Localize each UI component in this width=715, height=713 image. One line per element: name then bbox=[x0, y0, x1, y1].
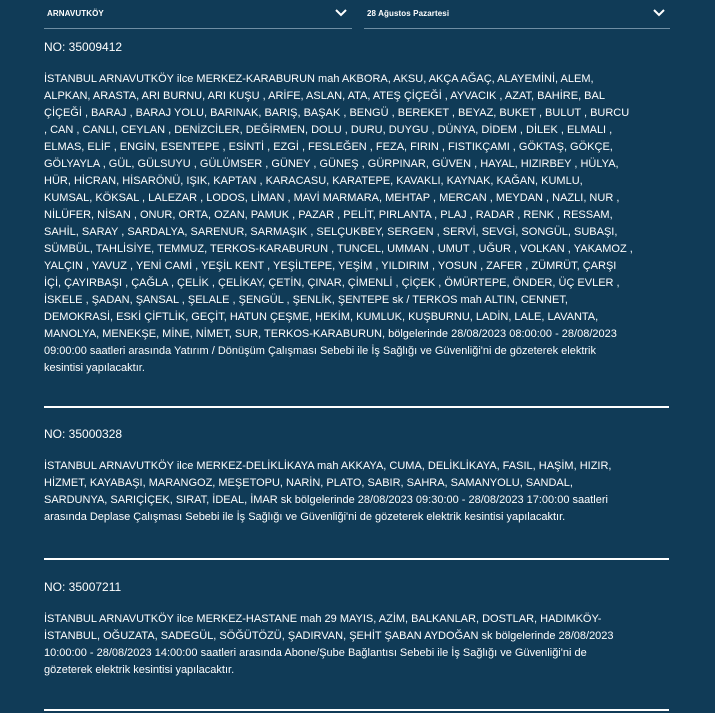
chevron-down-icon bbox=[334, 6, 348, 20]
divider bbox=[44, 709, 669, 711]
notice-text: İSTANBUL ARNAVUTKÖY ilce MERKEZ-KARABURUN mah AKBORA, AKSU, AKÇA AĞAÇ, ALAYEMİNİ, ALEM, ALPKAN, ARASTA, ARI BURNU, ARI KUŞU , ARİFE, ASLAN, ATA, ATEŞ ÇİÇEĞİ , AYVACIK , AZAT, BAHİRE, BAL ÇİÇEĞİ , BARAJ , BARAJ YOLU, BARINAK, BARIŞ, BAŞAK , BENGÜ , BEREKET , BEYAZ, BUKET , BULUT , BURCU , CAN , CANLI, CEYLAN , DENİZCİLER, DEĞİRMEN, DOLU , DURU, DUYGU , DÜNYA, DİDEM , DİLEK , ELMALI , ELMAS, ELİF , ENGİN, ESENTEPE , ESİNTİ , EZGİ , FESLEĞEN , FEZA, FIRIN , FISTIKÇAMI , GÖKTAŞ, GÖKÇE, GÖLYAYLA , GÜL, GÜLSUYU , GÜLÜMSER , GÜNEY , GÜNEŞ , GÜRPINAR, GÜVEN , HAYAL, HIZIRBEY , HÜLYA, HÜR, HİCRAN, HİSARÖNÜ, IŞIK, KAPTAN , KARACASU, KARATEPE, KAVAKLI, KAYNAK, KAĞAN, KUMLU, KUMSAL, KÖKSAL , LALEZAR , LODOS, LİMAN , MAVİ MARMARA, MEHTAP , MERCAN , MEYDAN , NAZLI, NUR , NİLÜFER, NİSAN , ONUR, ORTA, OZAN, PAMUK , PAZAR , PELİT, PIRLANTA , PLAJ , RADAR , RENK , RESSAM, SAHİL, SARAY , SARDALYA, SARENUR, SARMAŞIK , SELÇUKBEY, SERGEN , SERVİ, SEVGİ, SONGÜL, SUBAŞI, SÜMBÜL, TAHLİSİYE, TEMMUZ, TERKOS-KARABURUN , TUNCEL, UMMAN , UMUT , UĞUR , VOLKAN , YAKAMOZ , YALÇIN , YAVUZ , YENİ CAMİ , YEŞİL KENT , YEŞİLTEPE, YEŞİM , YILDIRIM , YOSUN , ZAFER , ZÜMRÜT, ÇARŞI İÇİ, ÇAYIRBAŞI , ÇAĞLA , ÇELİK , ÇELİKAY, ÇETİN, ÇINAR, ÇİMENLİ , ÇİÇEK , ÖMÜRTEPE, ÖNDER, ÜÇ EVLER , İSKELE , ŞADAN, ŞANSAL , ŞELALE , ŞENGÜL , ŞENLİK, ŞENTEPE sk / TERKOS mah ALTIN, CENNET, DEMOKRASİ, ESKİ ÇİFTLİK, GEÇİT, HATUN ÇEŞME, HEKİM, KUMLUK, KUŞBURNU, LADİN, LALE, LAVANTA, MANOLYA, MENEKŞE, MİNE, NİMET, SUR, TERKOS-KARABURUN, bölgelerinde 28/08/2023 08:00:00 - 28/08/2023 09:00:00 saatleri arasında Yatırım / Dönüşüm Çalışması Sebebi ile İş Sağlığı ve Güvenliği'ni de gözeterek elektrik kesintisi yapılacaktır. bbox=[44, 73, 633, 374]
notice-number: NO: 35000328 bbox=[44, 427, 123, 441]
notice-number: NO: 35009412 bbox=[44, 40, 123, 54]
outage-notice bbox=[44, 427, 670, 526]
notice-text: İSTANBUL ARNAVUTKÖY ilce MERKEZ-DELİKLİKAYA mah AKKAYA, CUMA, DELİKLİKAYA, FASIL, HAŞİM, HIZIR, HİZMET, KAYABAŞI, MARANGOZ, MEŞETOPU, NARİN, PLATO, SABIR, SAHRA, SAMANYOLU, SANDAL, SARDUNYA, SARIÇİÇEK, SIRAT, İDEAL, İMAR sk bölgelerinde 28/08/2023 09:30:00 - 28/08/2023 17:00:00 saatleri arasında Deplase Çalışması Sebebi ile İş Sağlığı ve Güvenliği'ni de gözeterek elektrik kesintisi yapılacaktır. bbox=[44, 460, 612, 523]
date-select-value: 28 Ağustos Pazartesi bbox=[367, 9, 450, 18]
filter-bar bbox=[0, 0, 715, 32]
divider bbox=[44, 406, 669, 408]
outage-notice bbox=[44, 580, 670, 679]
notice-number: NO: 35007211 bbox=[44, 580, 122, 594]
date-select[interactable] bbox=[364, 2, 670, 29]
outage-notice bbox=[44, 40, 670, 377]
district-select[interactable] bbox=[44, 2, 352, 29]
district-select-value: ARNAVUTKÖY bbox=[47, 9, 104, 18]
chevron-down-icon bbox=[652, 6, 666, 20]
divider bbox=[44, 558, 669, 560]
notice-text: İSTANBUL ARNAVUTKÖY ilce MERKEZ-HASTANE mah 29 MAYIS, AZİM, BALKANLAR, DOSTLAR, HADIMKÖY- İSTANBUL, OĞUZATA, SADEGÜL, SÖĞÜTÖZÜ, ŞADIRVAN, ŞEHİT ŞABAN AYDOĞAN sk bölgelerinde 28/08/2023 10:00:00 - 28/08/2023 14:00:00 saatleri arasında Abone/Şube Bağlantısı Sebebi ile İş Sağlığı ve Güvenliği'ni de gözeterek elektrik kesintisi yapılacaktır. bbox=[44, 613, 614, 676]
